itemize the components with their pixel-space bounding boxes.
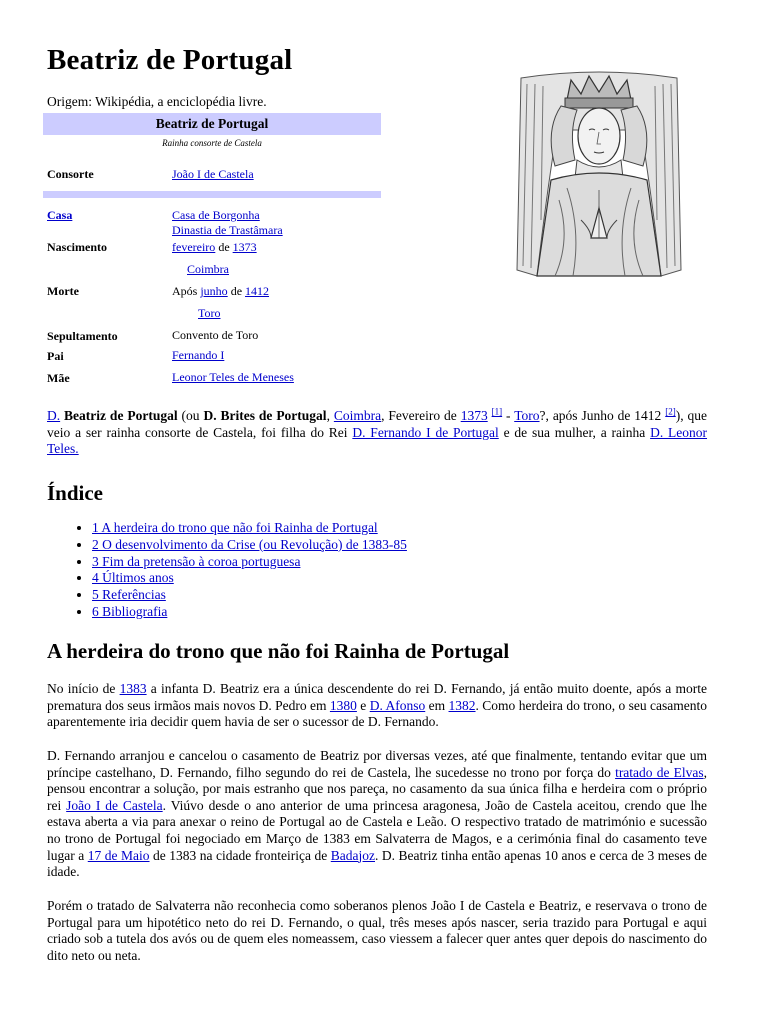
intro-text: e de sua mulher, a rainha xyxy=(498,424,651,440)
section-paragraph-3: Porém o tratado de Salvaterra não reconhecia como soberanos plenos João I de Castela e Beatriz, e reservava o trono de Portugal para um hipotético neto do rei D. Fernando, o qual, três meses após nascer, seria trazido para Portugal e aqui criado sob a tutela dos avós ou de quem eles nomeassem, caso viessem a falecer quer antes quer depois do nascimento do dito neto ou neta. xyxy=(47,898,707,963)
effigy-portrait-image xyxy=(511,70,687,282)
nasc-de: de xyxy=(215,240,233,254)
infobox xyxy=(43,113,381,392)
name-bold: Beatriz de Portugal xyxy=(60,408,178,423)
intro-paragraph xyxy=(47,408,707,458)
tratado-elvas-link[interactable]: tratado de Elvas xyxy=(615,764,704,780)
alt-name-bold: D. Brites de Portugal xyxy=(203,408,327,423)
sepultamento-label: Sepultamento xyxy=(47,329,118,343)
para-text: em xyxy=(425,697,449,713)
para-text: e xyxy=(356,697,370,713)
consorte-link[interactable]: João I de Castela xyxy=(172,167,254,181)
section-heading: A herdeira do trono que não foi Rainha de Portugal xyxy=(47,639,510,663)
intro-text: ), que veio a ser rainha consorte de Castela, foi filha do Rei xyxy=(47,408,708,440)
toc-item xyxy=(92,570,407,587)
toc-link-6[interactable]: 6 Bibliografia xyxy=(92,603,168,619)
intro-text: (ou xyxy=(177,408,204,423)
date-17-maio-link[interactable]: 17 de Maio xyxy=(87,847,150,863)
year-1382-link[interactable]: 1382 xyxy=(448,697,476,713)
toc-item xyxy=(92,554,407,571)
para-text: . Como herdeira do trono, o seu casamento aparentemente iria decidir quem havia de ser o sucessor de D. Fernando. xyxy=(47,697,707,730)
toro-link[interactable]: Toro xyxy=(514,408,540,423)
casa-trastamara-link[interactable]: Dinastia de Trastâmara xyxy=(172,223,283,237)
toc-item xyxy=(92,520,407,537)
infobox-row-casa xyxy=(43,198,381,238)
infobox-row-mae xyxy=(43,370,381,392)
infobox-row-nascimento xyxy=(43,238,381,282)
d-link[interactable]: D. xyxy=(47,408,61,423)
morte-de: de xyxy=(227,284,246,298)
badajoz-link[interactable]: Badajoz xyxy=(330,847,375,863)
pai-link[interactable]: Fernando I xyxy=(172,348,225,362)
sepultamento-value: Convento de Toro xyxy=(172,328,259,342)
toc-item xyxy=(92,537,407,554)
casa-borgonha-link[interactable]: Casa de Borgonha xyxy=(172,208,260,222)
toc-link-5[interactable]: 5 Referências xyxy=(92,587,166,603)
mae-link[interactable]: Leonor Teles de Meneses xyxy=(172,370,294,384)
para-text: . D. Beatriz tinha então apenas 10 anos e cerca de 3 meses de idade. xyxy=(47,847,707,880)
intro-text: , Fevereiro de xyxy=(381,408,461,423)
nasc-year-link[interactable]: 1373 xyxy=(232,240,257,254)
infobox-row-consorte xyxy=(43,161,381,191)
toc-link-3[interactable]: 3 Fim da pretensão à coroa portuguesa xyxy=(92,553,301,569)
para-text: de 1383 na cidade fronteiriça de xyxy=(149,847,331,863)
section-paragraph-1 xyxy=(47,681,707,731)
infobox-row-sepultamento xyxy=(43,326,381,348)
toc-link-1[interactable]: 1 A herdeira do trono que não foi Rainha de Portugal xyxy=(92,520,378,535)
para-text: D. Fernando arranjou e cancelou o casamento de Beatriz por diversas vezes, até que finalmente, tentando evitar que um príncipe castelhano, D. Fernando, filho segundo do rei de Castela, lhe sucedesse no trono por força do xyxy=(47,748,707,780)
morte-month-link[interactable]: junho xyxy=(200,284,228,298)
origin-note: Origem: Wikipédia, a enciclopédia livre. xyxy=(47,94,267,109)
morte-label: Morte xyxy=(47,284,79,298)
nasc-place-link[interactable]: Coimbra xyxy=(187,262,229,276)
toc-heading: Índice xyxy=(47,481,104,505)
morte-year-link[interactable]: 1412 xyxy=(245,284,270,298)
toc-item xyxy=(92,604,407,621)
coimbra-link[interactable]: Coimbra xyxy=(333,408,382,423)
para-text: . Viúvo desde o ano anterior de uma princesa aragonesa, João de Castela aceitou, crendo que lhe estava aberta a via para anexar o reino de Portugal ao de Castela e Leão. O respectivo tratado de matrimónio e sucessão no trono de Portugal foi negociado em Março de 1383 em Salvaterra de Magos, e a cerimónia final do casamento teve lugar a xyxy=(47,797,707,863)
nascimento-value xyxy=(172,240,257,277)
toc-link-4[interactable]: 4 Últimos anos xyxy=(92,570,174,586)
casa-values xyxy=(172,208,283,238)
intro-text: , xyxy=(326,408,334,423)
morte-value xyxy=(172,284,269,321)
infobox-subtitle: Rainha consorte de Castela xyxy=(162,138,262,148)
toc-link-2[interactable]: 2 O desenvolvimento da Crise (ou Revolução) de 1383-85 xyxy=(92,536,407,552)
nascimento-label: Nascimento xyxy=(47,240,107,254)
para-text: a infanta D. Beatriz era a única descendente do rei D. Fernando, já então muito doente, após a morte prematura dos seus irmãos mais novos D. Pedro em xyxy=(47,681,707,713)
joao-castela-link[interactable]: João I de Castela xyxy=(66,797,163,813)
year-1383-link[interactable]: 1383 xyxy=(119,681,147,696)
nasc-month-link[interactable]: fevereiro xyxy=(172,240,216,254)
page-title: Beatriz de Portugal xyxy=(47,44,293,76)
infobox-row-morte xyxy=(43,282,381,326)
morte-place-link[interactable]: Toro xyxy=(198,306,221,320)
para-text: , pensou encontrar a solução, por mais estranho que nos pareça, no casamento da sua única filha e herdeira com o próprio rei xyxy=(47,764,708,813)
pai-label: Pai xyxy=(47,349,64,363)
ref-2-link[interactable]: [2] xyxy=(665,406,676,417)
section-paragraph-2 xyxy=(47,748,707,881)
casa-label-link[interactable]: Casa xyxy=(47,208,73,222)
infobox-divider xyxy=(43,191,381,198)
mae-label: Mãe xyxy=(47,371,70,385)
year-1373-link[interactable]: 1373 xyxy=(460,408,488,423)
leonor-link[interactable]: D. Leonor Teles. xyxy=(47,424,708,457)
afonso-link[interactable]: D. Afonso xyxy=(369,697,426,713)
intro-text: ?, após Junho de 1412 xyxy=(539,408,666,423)
consorte-label: Consorte xyxy=(47,167,94,181)
fernando-link[interactable]: D. Fernando I de Portugal xyxy=(352,424,499,440)
infobox-header: Beatriz de Portugal xyxy=(43,113,381,135)
infobox-row-pai xyxy=(43,348,381,370)
toc-item xyxy=(92,587,407,604)
para-text: No início de xyxy=(47,681,120,696)
morte-apos: Após xyxy=(172,284,201,298)
table-of-contents xyxy=(47,520,407,621)
ref-1-link[interactable]: [1] xyxy=(491,406,503,417)
intro-text: - xyxy=(502,408,515,423)
year-1380-link[interactable]: 1380 xyxy=(329,697,357,713)
